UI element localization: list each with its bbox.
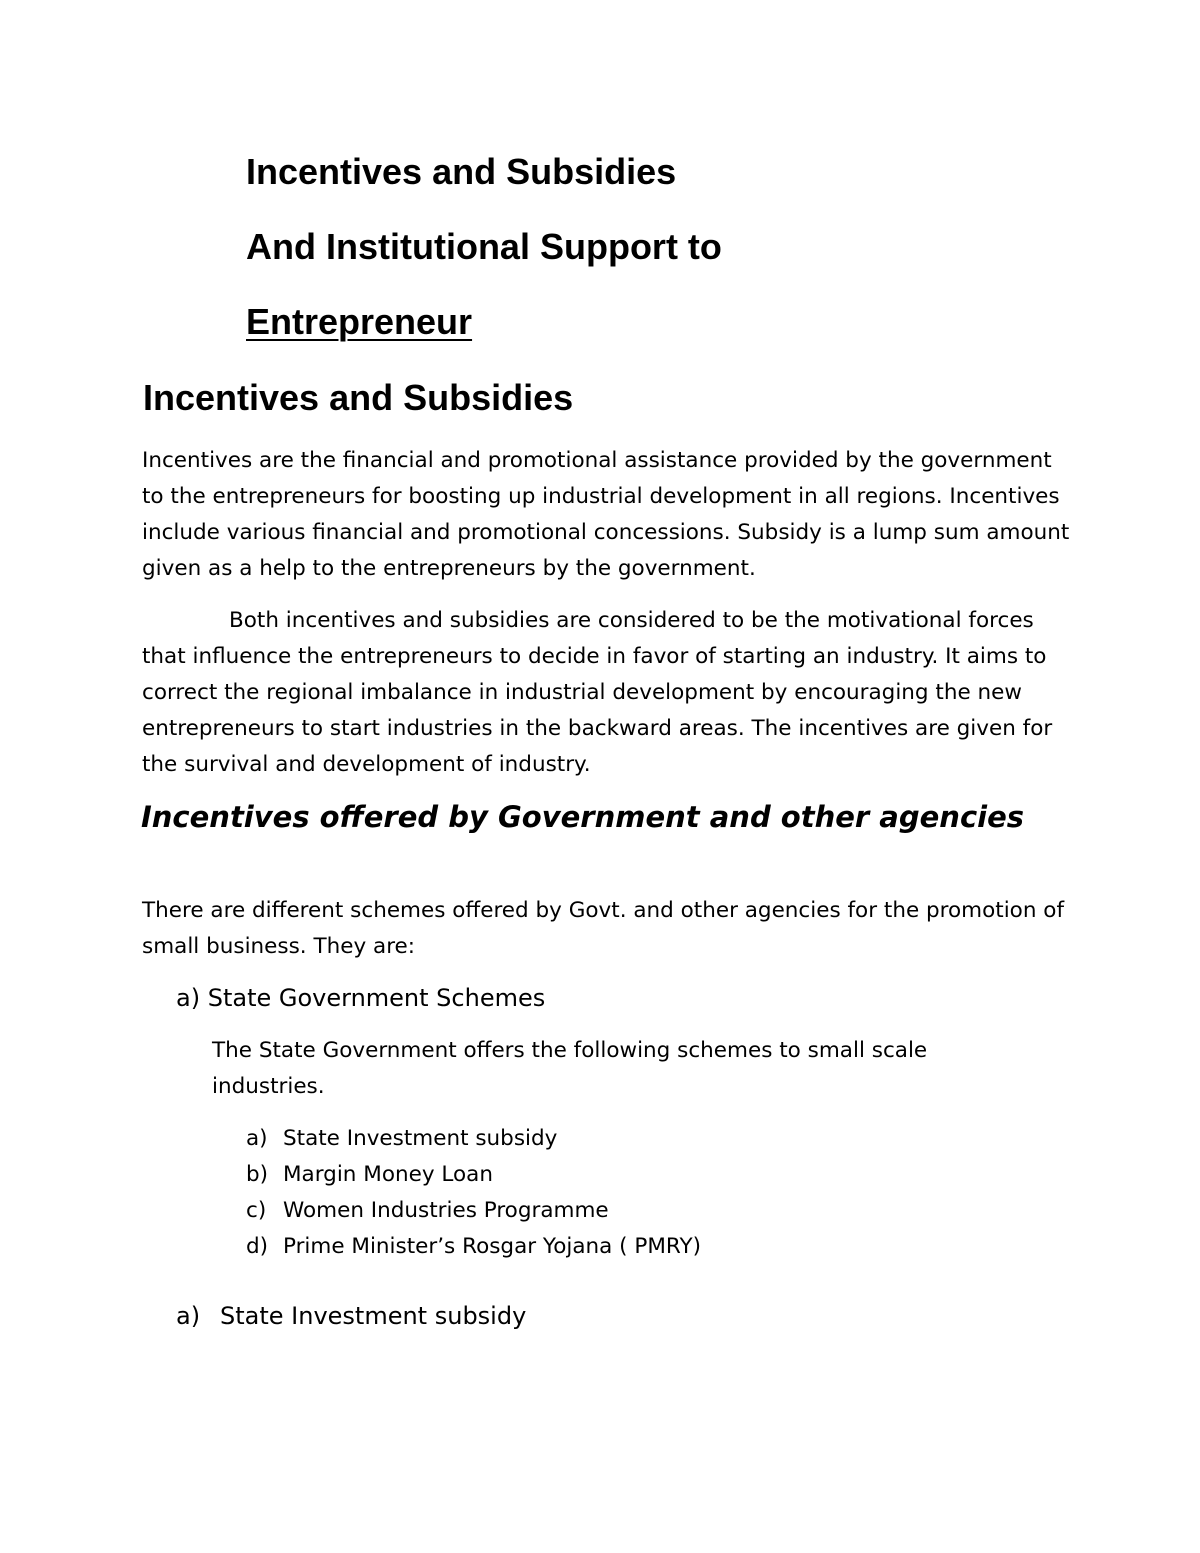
heading-marker: a) — [176, 1302, 201, 1330]
list-item — [246, 1157, 701, 1193]
paragraph-definition: Incentives are the financial and promotional assistance provided by the government to the entrepreneurs for boosting up industrial development in all regions. Incentives include various financial and promotional concessions. Subsidy is a lump sum amount given as a help to the entrepreneurs by the government. — [142, 448, 1070, 581]
document-title-line-3: Entrepreneur — [246, 301, 473, 342]
heading-text: State Investment subsidy — [220, 1302, 527, 1330]
list-item — [246, 1193, 701, 1229]
list-item-text: Prime Minister’s Rosgar Yojana ( PMRY) — [283, 1234, 701, 1259]
list-item — [246, 1229, 701, 1265]
document-title-line-1: Incentives and Subsidies — [246, 151, 677, 192]
paragraph-schemes-intro: There are different schemes offered by Govt. and other agencies for the promotion of small business. They are: — [142, 898, 1065, 959]
list-item-text: Women Industries Programme — [283, 1198, 609, 1223]
list-marker: d) — [246, 1234, 269, 1259]
document-title-line-2: And Institutional Support to — [246, 226, 722, 267]
scheme-list — [246, 1121, 701, 1265]
list-marker: b) — [246, 1162, 269, 1187]
list-item-text: State Investment subsidy — [283, 1126, 558, 1151]
paragraph-state-schemes-intro: The State Government offers the following schemes to small scale industries. — [212, 1038, 928, 1099]
heading-state-government-schemes — [176, 982, 545, 1014]
heading-text: State Government Schemes — [207, 984, 546, 1012]
list-marker: c) — [246, 1198, 267, 1223]
heading-marker: a) — [176, 984, 201, 1012]
heading-state-investment-subsidy — [176, 1300, 526, 1332]
paragraph-motivation: Both incentives and subsidies are considered to be the motivational forces that influence the entrepreneurs to decide in favor of starting an industry. It aims to correct the regional imbalance in industrial development by encouraging the new entrepreneurs to start industries in the backward areas. The incentives are given for the survival and development of industry. — [142, 608, 1053, 777]
list-item — [246, 1121, 701, 1157]
list-item-text: Margin Money Loan — [283, 1162, 493, 1187]
subheading-incentives-offered: Incentives offered by Government and other agencies — [141, 800, 1024, 834]
list-marker: a) — [246, 1126, 268, 1151]
section-heading: Incentives and Subsidies — [143, 377, 574, 418]
